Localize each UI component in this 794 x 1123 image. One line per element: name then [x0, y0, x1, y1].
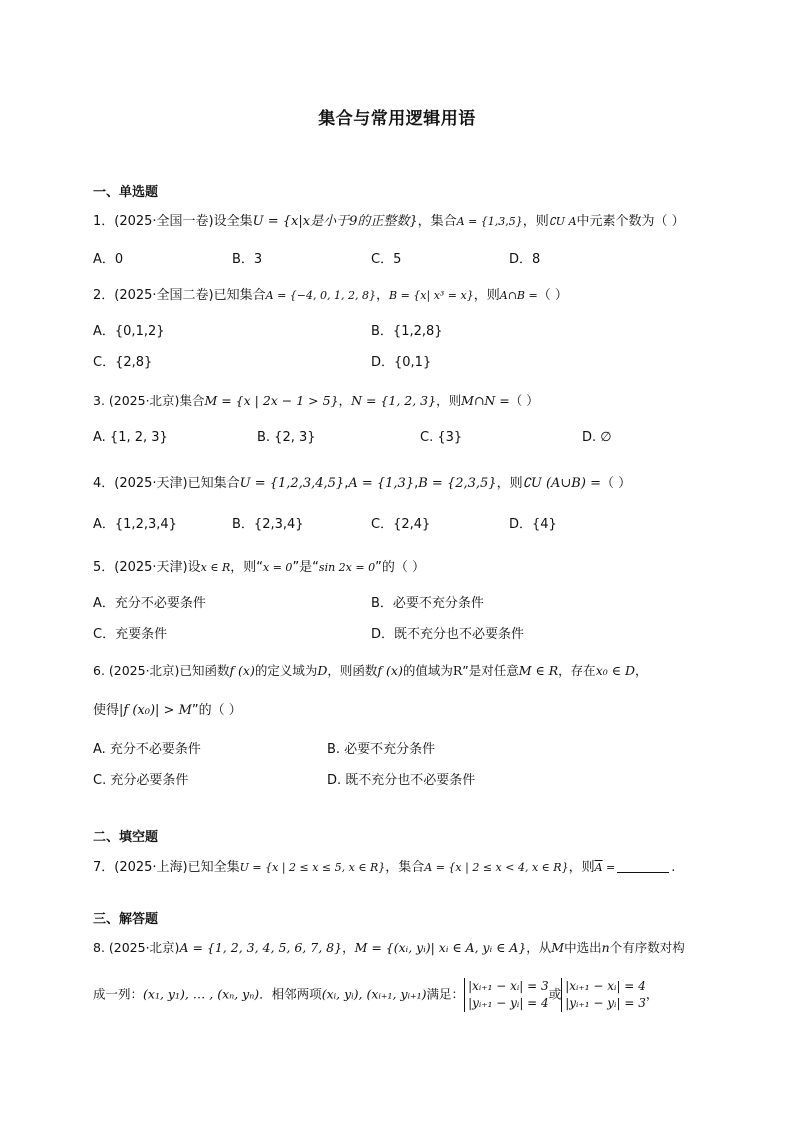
q4-set-a: A = {1,3}: [348, 476, 415, 491]
q2-prefix: 2．(2025·全国二卷)已知集合: [93, 288, 266, 303]
q8-line2-prefix: 成一列：: [93, 986, 144, 1002]
q4-option-d: D．{4}: [509, 517, 557, 532]
q6-mid1: 的定义域为: [254, 663, 318, 678]
q8-sequence: (x₁, y₁), … , (xₙ, yₙ): [143, 986, 260, 1002]
q5-cond2: x = 0: [263, 561, 293, 574]
q6-option-a: A. 充分不必要条件: [93, 742, 201, 757]
q1-option-a: A．0: [93, 252, 124, 267]
q5-mid1: ，则“: [230, 560, 264, 575]
q6-option-c: C. 充分必要条件: [93, 773, 189, 788]
q6-abs-expr: |f (x₀)| > M: [119, 703, 192, 718]
q3-option-b: B. {2, 3}: [257, 430, 316, 445]
question-7: [93, 856, 675, 875]
q8-prefix: 8. (2025·北京): [93, 940, 180, 955]
q8-line2-post: ，: [645, 986, 659, 1002]
section-heading-single-choice: 一、单选题: [93, 185, 159, 200]
q6-fx: f (x): [229, 663, 255, 678]
q8-sys2-row1: |xᵢ₊₁ − xᵢ| = 4: [565, 979, 646, 993]
q4-option-b: B．{2,3,4}: [232, 517, 304, 532]
q4-expr: ∁U (A∪B) =: [522, 476, 601, 491]
q7-set-a: A = {x | 2 ≤ x < 4, x ∈ R}: [424, 861, 569, 874]
q8-line1-post2: 中选出: [564, 940, 602, 955]
q1-set-u: U = {x|x是小于9的正整数}: [252, 214, 418, 229]
q1-post1: ，则: [522, 214, 549, 229]
question-2: [93, 284, 568, 303]
q5-option-c: C．充要条件: [93, 627, 168, 642]
q8-line1-post: ，从: [526, 940, 552, 955]
q5-cond3: sin 2x = 0: [318, 561, 376, 574]
q8-comma: ，: [342, 940, 355, 955]
q1-prefix: 1．(2025·全国一卷)设全集: [93, 214, 253, 229]
q3-option-a: A. {1, 2, 3}: [93, 430, 168, 445]
q8-pair: (xᵢ, yᵢ), (xᵢ₊₁, yᵢ₊₁): [321, 986, 427, 1002]
q6-mid5: ，存在: [558, 663, 596, 678]
q7-answer-blank: [617, 871, 669, 873]
question-8-line-1: [93, 938, 685, 956]
q7-eq: =: [602, 861, 616, 874]
q1-set-a: A = {1,3,5}: [456, 215, 523, 228]
q8-line2-mid2: 满足：: [426, 986, 465, 1002]
q8-sys1-row1: |xᵢ₊₁ − xᵢ| = 3: [468, 979, 549, 993]
q1-option-d: D．8: [509, 252, 541, 267]
q7-set-u: U = {x | 2 ≤ x ≤ 5, x ∈ R}: [239, 861, 386, 874]
q7-mid: ，集合: [385, 860, 425, 875]
q8-or: 或: [548, 986, 562, 1002]
q6-r: R: [452, 663, 463, 678]
q2-option-c: C．{2,8}: [93, 355, 153, 370]
q2-set-b: B = {x| x³ = x}: [389, 289, 474, 302]
q5-cond1: x ∈ R: [200, 561, 231, 574]
q2-comma: ，: [375, 288, 389, 303]
q5-option-a: A．充分不必要条件: [93, 596, 206, 611]
q5-post: ”的（ ）: [375, 560, 425, 575]
q2-set-a: A = {−4, 0, 1, 2, 8}: [265, 289, 376, 302]
q2-expr: A∩B =: [499, 289, 538, 302]
q4-set-u: U = {1,2,3,4,5}: [239, 476, 345, 491]
q6-line2-prefix: 使得: [93, 703, 120, 718]
q8-n: n: [601, 940, 610, 955]
q3-option-d: D. ∅: [582, 430, 612, 445]
q5-mid2: ”是“: [292, 560, 319, 575]
q8-line2-mid: ．相邻两项: [259, 986, 322, 1002]
q4-option-a: A．{1,2,3,4}: [93, 517, 177, 532]
q2-option-a: A．{0,1,2}: [93, 324, 165, 339]
q6-prefix: 6. (2025·北京)已知函数: [93, 663, 230, 678]
q6-line2-post: ”的（ ）: [191, 703, 242, 718]
q8-set-m: M = {(xᵢ, yᵢ)| xᵢ ∈ A, yᵢ ∈ A}: [354, 940, 527, 955]
q8-set-a: A = {1, 2, 3, 4, 5, 6, 7, 8}: [179, 940, 343, 955]
question-4: 4．(2025·天津)已知集合U = {1,2,3,4,5},A = {1,3},B = {2,3,5}，则∁U (A∪B) =（ ）: [93, 476, 632, 491]
question-1: [93, 210, 685, 229]
q7-post2: .: [671, 860, 676, 875]
q6-mid4: ”是对任意: [462, 663, 519, 678]
q1-post2: 中元素个数为（ ）: [576, 214, 685, 229]
q8-sys2-row2: |yᵢ₊₁ − yᵢ| = 3: [565, 996, 646, 1010]
q6-m-in-r: M ∈ R: [518, 663, 559, 678]
q3-prefix: 3. (2025·北京)集合: [93, 393, 205, 408]
q7-expr: $\overline{A}$: [594, 861, 603, 874]
q1-mid: ，集合: [417, 214, 457, 229]
question-5: [93, 556, 425, 575]
q1-expr: ∁U A: [548, 215, 577, 228]
q6-option-d: D. 既不充分也不必要条件: [327, 773, 476, 788]
q6-mid2: ，则函数: [327, 663, 378, 678]
q3-option-c: C. {3}: [420, 430, 463, 445]
q6-d: D: [317, 663, 328, 678]
q8-sys1-row2: |yᵢ₊₁ − yᵢ| = 4: [468, 996, 549, 1010]
q6-x0-in-d: x₀ ∈ D: [595, 663, 635, 678]
section-heading-solution: 三、解答题: [93, 912, 159, 927]
q6-fx-2: f (x): [377, 663, 403, 678]
q4-prefix: 4．(2025·天津)已知集合: [93, 476, 240, 491]
q3-comma: ，: [338, 393, 352, 408]
q1-option-c: C．5: [371, 252, 402, 267]
q3-set-n: N = {1, 2, 3}: [351, 393, 437, 408]
q3-expr: M∩N =: [461, 393, 510, 408]
q4-option-c: C．{2,4}: [371, 517, 431, 532]
section-heading-fill-blank: 二、填空题: [93, 830, 159, 845]
question-6-line-2: [93, 699, 242, 718]
q7-prefix: 7．(2025·上海)已知全集: [93, 860, 240, 875]
q8-system-2: [561, 978, 646, 1012]
q4-post1: ，则: [496, 476, 523, 491]
question-3: [93, 391, 539, 409]
q6-option-b: B. 必要不充分条件: [327, 742, 436, 757]
q2-post1: ，则: [473, 288, 500, 303]
q2-option-b: B．{1,2,8}: [371, 324, 443, 339]
q5-option-b: B．必要不充分条件: [371, 596, 484, 611]
q3-post2: （ ）: [509, 393, 539, 408]
q3-set-m: M = {x | 2x − 1 > 5}: [204, 393, 339, 408]
q8-m: M: [551, 940, 565, 955]
q6-line1-post: ，: [634, 663, 648, 678]
q2-post2: （ ）: [537, 288, 568, 303]
q7-post1: ，则: [568, 860, 595, 875]
question-8-line-2: [93, 978, 658, 1012]
q2-option-d: D．{0,1}: [371, 355, 432, 370]
q5-prefix: 5．(2025·天津)设: [93, 560, 201, 575]
q6-mid3: 的值域为: [402, 663, 453, 678]
q4-post2: （ ）: [600, 476, 632, 491]
q4-set-b: B = {2,3,5}: [418, 476, 497, 491]
q3-post1: ，则: [436, 393, 462, 408]
question-6-line-1: [93, 661, 648, 679]
page-title: 集合与常用逻辑用语: [318, 109, 476, 129]
q8-system-1: [464, 978, 549, 1012]
q1-option-b: B．3: [232, 252, 263, 267]
q5-option-d: D．既不充分也不必要条件: [371, 627, 525, 642]
q8-line1-post3: 个有序数对构: [609, 940, 685, 955]
